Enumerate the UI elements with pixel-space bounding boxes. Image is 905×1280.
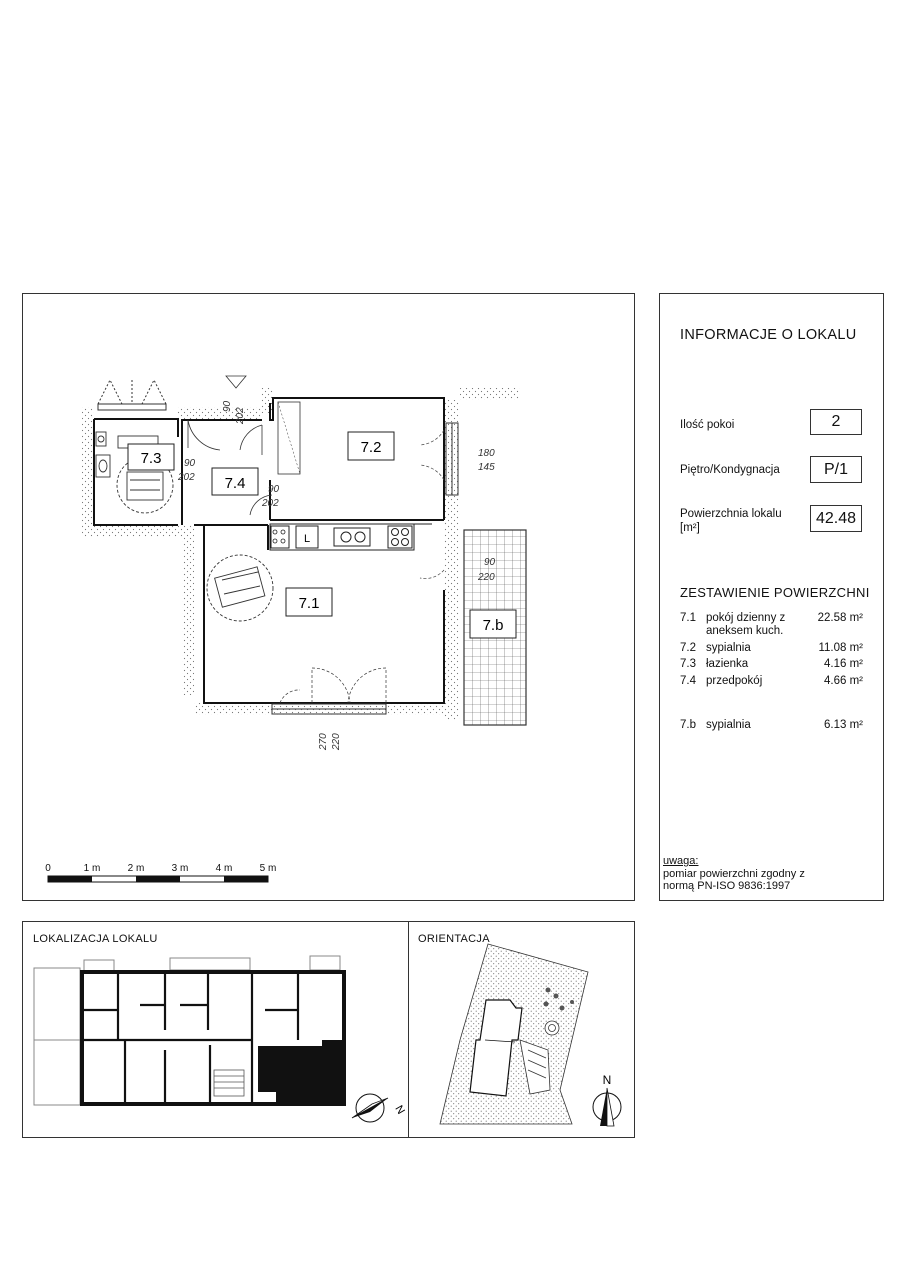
dim-hall-w: 90 [268, 484, 280, 495]
location-title: LOKALIZACJA LOKALU [33, 933, 158, 945]
row-id: 7.4 [680, 675, 696, 687]
dim-balc-h: 220 [478, 572, 495, 583]
kitchen-counter [270, 524, 432, 550]
dim-entry-w: 90 [222, 400, 233, 412]
summary-row-7-1 [680, 612, 865, 640]
summary-row-7-b [680, 719, 865, 733]
dim-entry-h: 202 [235, 407, 246, 424]
row-id: 7.3 [680, 658, 696, 670]
scale-label-5: 5 m [259, 863, 277, 874]
kitchen-l-label: L [303, 533, 311, 545]
note-heading: uwaga: [663, 855, 699, 867]
location-north-label: N [392, 1103, 407, 1117]
floor-value: P/1 [810, 456, 862, 483]
room-7-4-label: 7.4 [224, 475, 246, 492]
summary-row-7-3 [680, 658, 865, 672]
area-label [680, 507, 782, 535]
room-7-3-label: 7.3 [140, 450, 162, 467]
floor-plan [22, 293, 635, 901]
summary-row-7-4 [680, 675, 865, 689]
room-7-b-label: 7.b [482, 617, 504, 634]
row-name: sypialnia [706, 719, 751, 731]
location-plan [30, 948, 405, 1134]
row-name: przedpokój [706, 675, 763, 687]
location-north-arrow [352, 1094, 407, 1122]
note-line1: pomiar powierzchni zgodny z [663, 867, 805, 880]
dim-bath-w: 90 [184, 458, 196, 469]
scale-label-1: 1 m [83, 863, 101, 874]
orientation-map [410, 938, 633, 1134]
area-label-line2: [m²] [680, 522, 700, 534]
dim-balc-w: 90 [484, 557, 496, 568]
row-id: 7.1 [680, 612, 696, 624]
orientation-title: ORIENTACJA [418, 933, 490, 945]
dim-hall-h: 202 [262, 498, 279, 509]
row-area: 4.16 m² [824, 658, 863, 670]
row-id: 7.b [680, 719, 696, 731]
row-id: 7.2 [680, 642, 696, 654]
row-area: 6.13 m² [824, 719, 863, 731]
selected-unit [258, 1040, 344, 1104]
scale-label-3: 3 m [171, 863, 189, 874]
measurement-note [663, 855, 805, 893]
summary-row-7-2 [680, 642, 865, 656]
dim-win71-h: 220 [331, 733, 342, 750]
scale-label-2: 2 m [127, 863, 145, 874]
row-area: 4.66 m² [824, 675, 863, 687]
row-name: sypialnia [706, 642, 751, 654]
dim-bath-h: 202 [178, 472, 195, 483]
scale-bar [48, 876, 268, 882]
rooms-value: 2 [810, 409, 862, 435]
area-label-line1: Powierzchnia lokalu [680, 508, 782, 520]
dim-win72-w: 180 [478, 448, 495, 459]
room-7-1-label: 7.1 [298, 595, 320, 612]
row-area: 22.58 m² [817, 612, 863, 624]
row-name: pokój dzienny z [706, 612, 786, 624]
rooms-label: Ilość pokoi [680, 419, 735, 431]
note-line2: normą PN-ISO 9836:1997 [663, 880, 791, 892]
area-value: 42.48 [810, 505, 862, 532]
scale-label-4: 4 m [215, 863, 233, 874]
exterior-wall-hatch [82, 388, 520, 720]
orientation-north-arrow [593, 1073, 621, 1126]
info-title: INFORMACJE O LOKALU [680, 327, 857, 343]
floor-label: Piętro/Kondygnacja [680, 464, 780, 476]
scale-label-0: 0 [45, 863, 51, 874]
row-name-cont: aneksem kuch. [706, 625, 784, 637]
row-name: łazienka [706, 658, 749, 670]
dim-win71-w: 270 [318, 733, 329, 750]
row-area: 11.08 m² [818, 642, 863, 654]
summary-title: ZESTAWIENIE POWIERZCHNI [680, 585, 870, 600]
bathroom-window [98, 380, 166, 410]
room-7-2-label: 7.2 [360, 439, 382, 456]
wheelchair-symbol [207, 555, 273, 621]
dim-win72-h: 145 [478, 462, 495, 473]
orientation-north-label: N [602, 1073, 612, 1087]
